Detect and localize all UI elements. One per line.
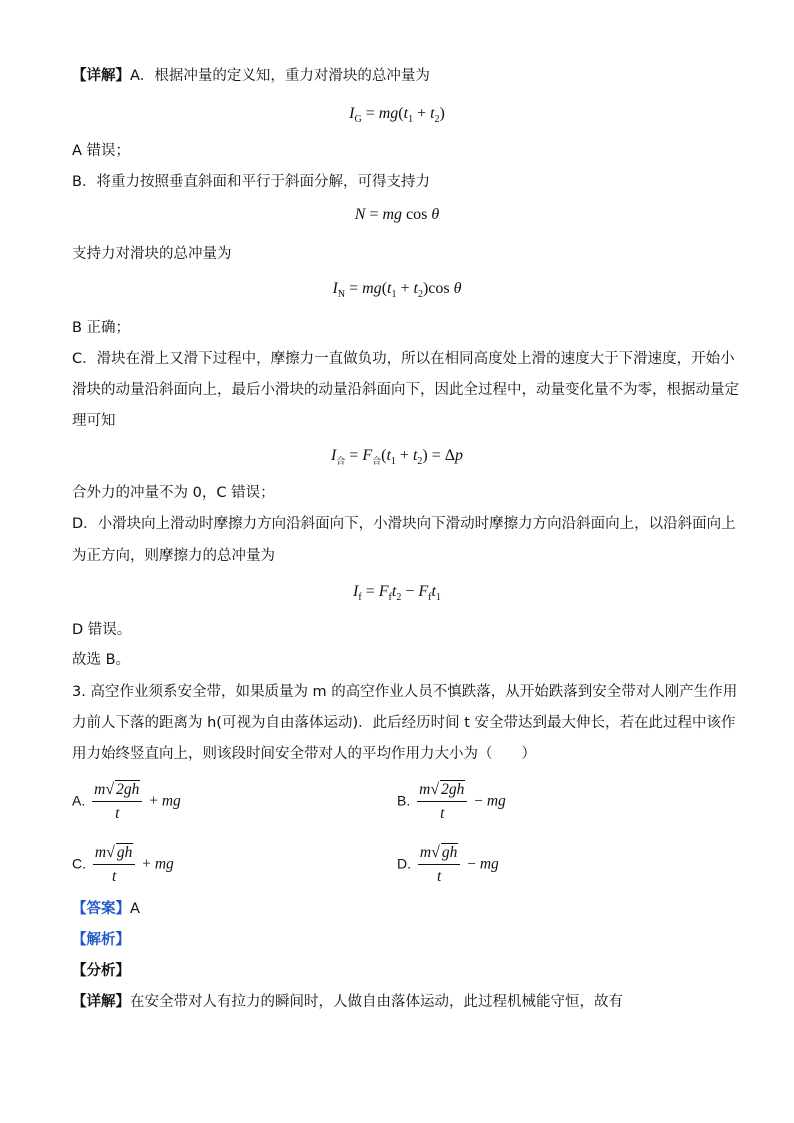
option-c-label: C.	[72, 855, 86, 872]
option-d-label: D.	[397, 855, 411, 872]
solution-detail-a	[72, 66, 430, 86]
option-a-text: A．根据冲量的定义知，重力对滑块的总冲量为	[130, 68, 430, 84]
analysis-line	[72, 930, 130, 950]
fenxi-tag: 【分析】	[72, 963, 130, 979]
option-d-verdict: D 错误。	[72, 622, 132, 638]
option-d-fraction: $\frac{m√ gh}{t}$	[418, 843, 460, 887]
option-c[interactable]: C. $\frac{m√ gh}{t}$ + mg	[72, 844, 174, 885]
option-b-verdict: B 正确；	[72, 320, 131, 336]
equation-normal-impulse: $I_N = mg(t_1 + t_2)\cos$ θ	[332, 280, 462, 301]
option-b-text: B．将重力按照垂直斜面和平行于斜面分解，可得支持力	[72, 174, 430, 190]
option-d-text1: D．小滑块向上滑动时摩擦力方向沿斜面向下，小滑块向下滑动时摩擦力方向沿斜面向上，以沿斜面向上	[72, 516, 736, 532]
option-d-text2: 为正方向，则摩擦力的总冲量为	[72, 548, 275, 564]
option-b[interactable]: B. $\frac{m√ 2gh}{t}$ − mg	[397, 781, 506, 822]
option-a-verdict: A 错误；	[72, 143, 131, 159]
detail-text: 在安全带对人有拉力的瞬间时，人做自由落体运动，此过程机械能守恒，故有	[130, 994, 623, 1010]
option-b-label: B.	[397, 792, 411, 809]
question-3-line1: 3. 高空作业须系安全带，如果质量为 m 的高空作业人员不慎跌落，从开始跌落到安全带对人刚产生作用	[72, 684, 738, 700]
option-a[interactable]: A. $\frac{m√ 2gh}{t}$ + mg	[72, 781, 181, 822]
option-c-verdict: 合外力的冲量不为 0，C 错误；	[72, 485, 275, 501]
conclusion: 故选 B。	[72, 652, 131, 668]
answer-value: A	[130, 901, 140, 917]
option-b-text2: 支持力对滑块的总冲量为	[72, 246, 232, 262]
option-d[interactable]: D. $\frac{m√ gh}{t}$ − mg	[397, 844, 499, 885]
option-c-fraction: $\frac{m√ gh}{t}$	[93, 843, 135, 887]
detail-line	[72, 992, 623, 1012]
detail-tag-q3: 【详解】	[72, 994, 130, 1010]
equation-net-impulse: $I_合 = F_合(t_1 + t_2) = \Delta p$	[330, 447, 464, 468]
detail-tag: 【详解】	[72, 68, 130, 84]
answer-tag: 【答案】	[72, 901, 130, 917]
equation-normal-force: N = mg cos θ	[354, 206, 440, 223]
fenxi-line	[72, 961, 130, 981]
analysis-tag: 【解析】	[72, 932, 130, 948]
answer-line	[72, 899, 140, 919]
question-3-line2: 力前人下落的距离为 h(可视为自由落体运动)．此后经历时间 t 安全带达到最大伸长，若在此过程中该作	[72, 715, 736, 731]
question-3-line3: 用力始终竖直向上，则该段时间安全带对人的平均作用力大小为（ ）	[72, 746, 536, 762]
option-c-text2: 滑块的动量沿斜面向上，最后小滑块的动量沿斜面向下，因此全过程中，动量变化量不为零，根据动量定	[72, 382, 739, 398]
equation-gravity-impulse: $I_G = mg(t_1 + t_2)$	[349, 105, 445, 126]
option-c-text3: 理可知	[72, 413, 116, 429]
option-a-fraction: $\frac{m√ 2gh}{t}$	[92, 780, 142, 824]
option-a-label: A.	[72, 792, 86, 809]
equation-friction-impulse: $I_f = F_ft_2 - F_ft_1$	[353, 583, 441, 604]
option-c-text1: C．滑块在滑上又滑下过程中，摩擦力一直做负功，所以在相同高度处上滑的速度大于下滑速度，开始小	[72, 351, 735, 367]
option-b-fraction: $\frac{m√ 2gh}{t}$	[417, 780, 467, 824]
